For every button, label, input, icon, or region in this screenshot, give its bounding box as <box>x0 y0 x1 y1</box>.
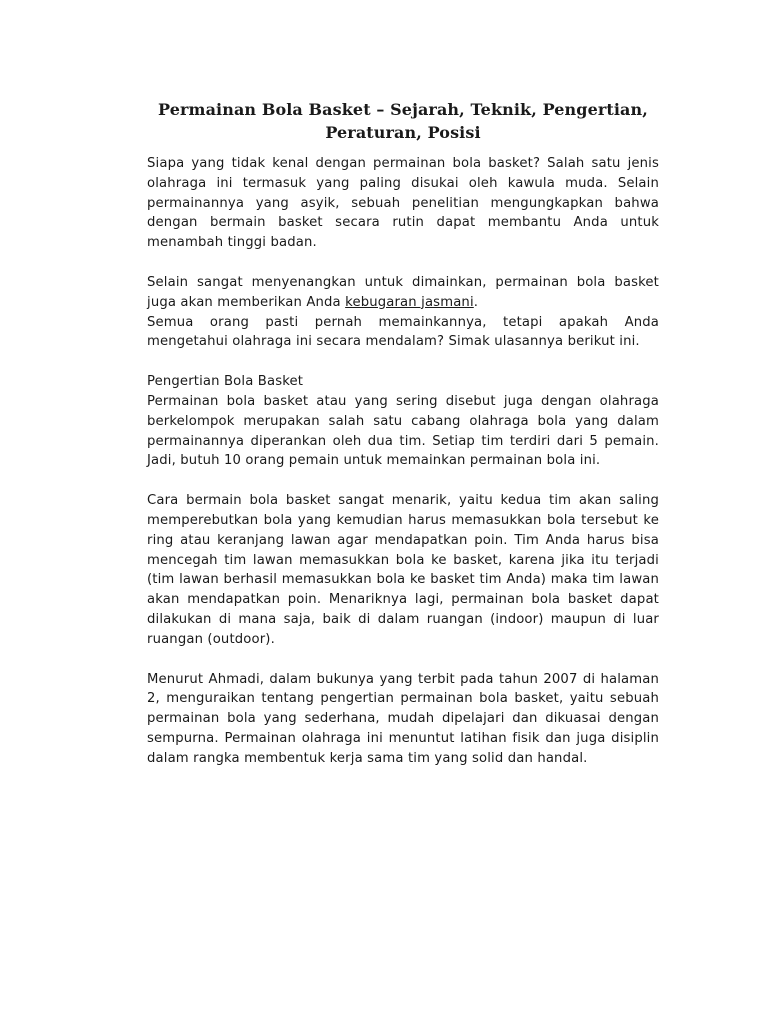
section-heading: Pengertian Bola Basket <box>147 374 304 390</box>
intro-paragraph: Siapa yang tidak kenal dengan permainan bola basket? Salah satu jenis olahraga ini termasuk yang paling disukai oleh kawula muda. Selain permainannya yang asyik, sebuah penelitian mengungkapkan bahwa dengan bermain basket secara rutin dapat membantu Anda untuk menambah tinggi badan. <box>147 156 659 251</box>
definition-paragraph: Permainan bola basket atau yang sering disebut juga dengan olahraga berkelompok merupakan salah satu cabang olahraga bola yang dalam permainannya diperankan oleh dua tim. Setiap tim terdiri dari 5 pemain. Jadi, butuh 10 orang pemain untuk memainkan permainan bola ini. <box>147 393 659 469</box>
fitness-paragraph-end: . <box>473 294 479 310</box>
fitness-paragraph <box>147 273 659 313</box>
paragraph-spacer <box>147 471 659 491</box>
paragraph-spacer <box>147 650 659 670</box>
kebugaran-jasmani-link[interactable]: kebugaran jasmani <box>345 294 474 310</box>
question-paragraph: Semua orang pasti pernah memainkannya, tetapi apakah Anda mengetahui olahraga ini secara mendalam? Simak ulasannya berikut ini. <box>147 314 659 350</box>
how-to-play-paragraph: Cara bermain bola basket sangat menarik, yaitu kedua tim akan saling memperebutkan bola yang kemudian harus memasukkan bola tersebut ke ring atau keranjang lawan agar mendapatkan poin. Tim Anda harus bisa mencegah tim lawan memasukkan bola ke basket, karena jika itu terjadi (tim lawan berhasil memasukkan bola ke basket tim Anda) maka tim lawan akan mendapatkan poin. Menariknya lagi, permainan bola basket dapat dilakukan di mana saja, baik di dalam ruangan (indoor) maupun di luar ruangan (outdoor). <box>147 493 659 647</box>
paragraph-spacer <box>147 352 659 372</box>
ahmadi-paragraph: Menurut Ahmadi, dalam bukunya yang terbit pada tahun 2007 di halaman 2, menguraikan tentang pengertian permainan bola basket, yaitu sebuah permainan bola yang sederhana, mudah dipelajari dan dikuasai dengan sempurna. Permainan olahraga ini menuntut latihan fisik dan juga disiplin dalam rangka membentuk kerja sama tim yang solid dan handal. <box>147 671 659 766</box>
fitness-paragraph-text: Selain sangat menyenangkan untuk dimainkan, permainan bola basket juga akan memberikan Anda <box>147 274 659 310</box>
page-title: Permainan Bola Basket – Sejarah, Teknik, Pengertian, Peraturan, Posisi <box>158 100 648 142</box>
paragraph-spacer <box>147 253 659 273</box>
document-page <box>147 98 659 769</box>
